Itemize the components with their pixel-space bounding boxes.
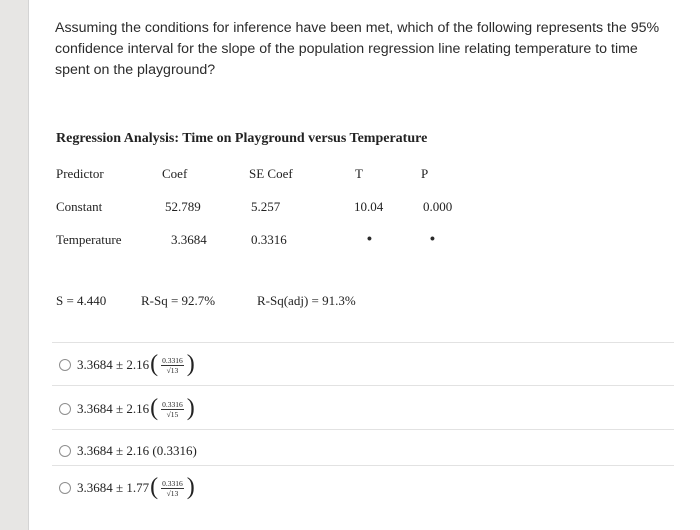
fraction-numerator: 0.3316 — [162, 478, 183, 488]
fraction-numerator: 0.3316 — [162, 355, 183, 365]
header-t: T — [355, 166, 363, 181]
right-paren-icon: ) — [186, 351, 195, 377]
fraction — [161, 479, 184, 498]
row-temperature-p-blank: • — [430, 230, 435, 246]
answer-option-1[interactable] — [59, 349, 196, 381]
row-temperature-predictor: Temperature — [56, 232, 122, 247]
left-paren-icon: ( — [150, 395, 159, 421]
row-temperature-coef: 3.3684 — [171, 232, 207, 247]
divider — [52, 429, 674, 430]
fraction-numerator: 0.3316 — [162, 399, 183, 409]
radio-button[interactable] — [59, 359, 71, 371]
row-temperature-se-coef: 0.3316 — [251, 232, 287, 247]
option-lead: 3.3684 ± 2.16 — [77, 357, 150, 372]
row-constant-p: 0.000 — [423, 199, 453, 214]
question-panel — [28, 0, 700, 530]
row-constant-coef: 52.789 — [165, 199, 201, 214]
radio-button[interactable] — [59, 403, 71, 415]
header-se-coef: SE Coef — [249, 166, 293, 181]
answer-option-3[interactable] — [59, 435, 197, 467]
fraction-denominator: √13 — [166, 365, 179, 375]
question-text: Assuming the conditions for inference have been met, which of the following represents the 95% confidence interval for the slope of the population regression line relating temperature to time spent on the playground? — [55, 20, 660, 78]
row-constant-t: 10.04 — [354, 199, 384, 214]
fraction — [161, 356, 184, 375]
stat-rsq: R-Sq = 92.7% — [141, 293, 216, 308]
row-temperature-t-blank: • — [367, 230, 372, 246]
stat-s: S = 4.440 — [56, 293, 107, 308]
divider — [52, 465, 674, 466]
fraction-denominator: √15 — [166, 409, 179, 419]
option-lead: 3.3684 ± 1.77 — [77, 480, 150, 495]
radio-button[interactable] — [59, 445, 71, 457]
option-lead: 3.3684 ± 2.16 — [77, 401, 150, 416]
row-constant-se-coef: 5.257 — [251, 199, 281, 214]
answer-option-2[interactable] — [59, 393, 196, 425]
divider — [52, 385, 674, 386]
answer-option-4[interactable] — [59, 472, 196, 504]
header-coef: Coef — [162, 166, 188, 181]
fraction-denominator: √13 — [166, 488, 179, 498]
radio-button[interactable] — [59, 482, 71, 494]
left-paren-icon: ( — [150, 351, 159, 377]
right-paren-icon: ) — [186, 474, 195, 500]
left-paren-icon: ( — [150, 474, 159, 500]
stat-rsq-adj: R-Sq(adj) = 91.3% — [257, 293, 356, 308]
option-lead: 3.3684 ± 2.16 (0.3316) — [77, 443, 197, 458]
header-predictor: Predictor — [56, 166, 104, 181]
right-paren-icon: ) — [186, 395, 195, 421]
row-constant-predictor: Constant — [56, 199, 103, 214]
divider — [52, 342, 674, 343]
header-p: P — [421, 166, 429, 181]
fraction — [161, 400, 184, 419]
regression-title: Regression Analysis: Time on Playground versus Temperature — [56, 131, 428, 146]
